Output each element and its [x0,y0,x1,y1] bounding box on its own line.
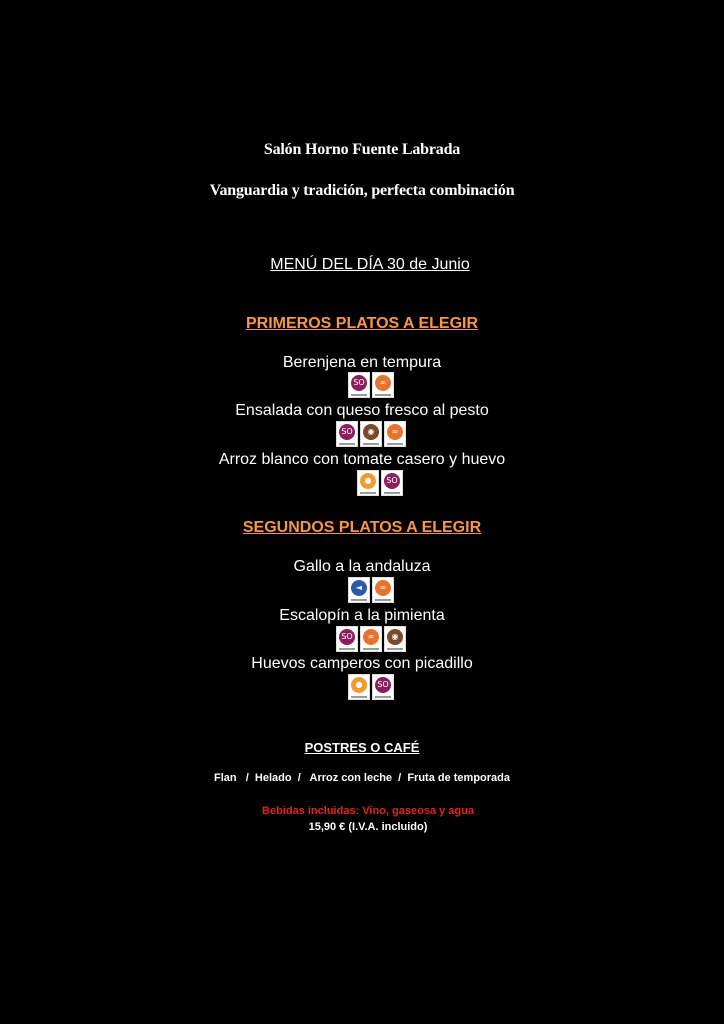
sulphites-icon: SO [381,470,403,496]
sulphites-icon: SO [336,421,358,447]
segundos-dish-3: Huevos camperos con picadillo [251,655,473,672]
primeros-dish-2-allergens [336,421,406,447]
gluten-icon: ∞ [372,577,394,603]
gluten-icon: ∞ [384,421,406,447]
segundos-dish-1: Gallo a la andaluza [293,558,431,575]
dairy-icon: ◉ [384,626,406,652]
segundos-dish-3-allergens [348,674,394,700]
segundos-section-title: SEGUNDOS PLATOS A ELEGIR [242,519,482,536]
egg-icon: ● [348,674,370,700]
menu-price: 15,90 € (I.V.A. incluido) [308,821,428,833]
egg-icon: ● [357,470,379,496]
sulphites-icon: SO [372,674,394,700]
primeros-dish-1-allergens [348,372,394,398]
fish-icon: ◄ [348,577,370,603]
drinks-included: Bebidas incluidas: Vino, gaseosa y agua [262,805,474,817]
postres-items: Flan / Helado / Arroz con leche / Fruta de temporada [213,772,511,784]
primeros-dish-3: Arroz blanco con tomate casero y huevo [218,451,506,468]
venue-name: Salón Horno Fuente Labrada [263,141,461,158]
gluten-icon: ∞ [372,372,394,398]
menu-date-title: MENÚ DEL DÍA 30 de Junio [270,256,470,273]
primeros-dish-3-allergens [357,470,403,496]
tagline: Vanguardia y tradición, perfecta combinación [209,182,515,199]
segundos-dish-1-allergens [348,577,394,603]
gluten-icon: ∞ [360,626,382,652]
postres-title: POSTRES O CAFÉ [304,740,420,755]
sulphites-icon: SO [336,626,358,652]
primeros-dish-2: Ensalada con queso fresco al pesto [235,402,489,419]
segundos-dish-2: Escalopín a la pimienta [279,607,445,624]
sulphites-icon: SO [348,372,370,398]
dairy-icon: ◉ [360,421,382,447]
primeros-section-title: PRIMEROS PLATOS A ELEGIR [245,315,479,332]
segundos-dish-2-allergens [336,626,406,652]
primeros-dish-1: Berenjena en tempura [282,354,442,371]
